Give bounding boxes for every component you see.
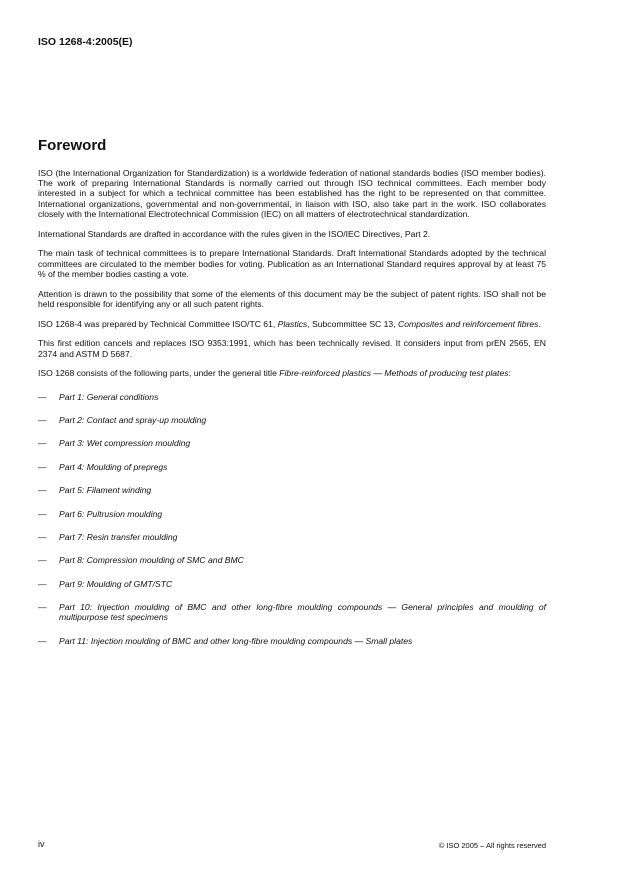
dash: —: [38, 485, 47, 496]
list-item: [38, 392, 546, 402]
part-title: Part 6: Pultrusion moulding: [59, 508, 163, 519]
part-title: Part 5: Filament winding: [59, 485, 152, 496]
dash: —: [38, 508, 47, 519]
dash: —: [38, 531, 47, 542]
dash: —: [38, 461, 47, 472]
list-item: [38, 438, 546, 448]
part-title: Part 3: Wet compression moulding: [59, 438, 191, 449]
list-item: [38, 509, 546, 519]
colon: :: [508, 368, 511, 379]
paragraph-parts-intro: [38, 368, 546, 378]
page-title: Foreword: [38, 137, 107, 154]
part-title: Part 1: General conditions: [59, 391, 159, 402]
part-title: Part 7: Resin transfer moulding: [59, 531, 178, 542]
part-title: Part 10: Injection moulding of BMC and other long-fibre moulding compounds — General principles and moulding of multipurpose test specimens: [59, 602, 546, 623]
subcommittee-name: Composites and reinforcement fibres: [398, 318, 539, 329]
foreword-body: [38, 168, 546, 659]
list-item: [38, 579, 546, 589]
dash: —: [38, 415, 47, 425]
committee-name: Plastics: [277, 318, 308, 329]
paragraph-directives: International Standards are drafted in accordance with the rules given in the ISO/IEC Directives, Part 2.: [38, 228, 431, 239]
part-title: Part 11: Injection moulding of BMC and other long-fibre moulding compounds — Small plates: [59, 635, 413, 646]
part-title: Part 2: Contact and spray-up moulding: [59, 415, 207, 425]
list-item: [38, 636, 546, 646]
list-item: [38, 602, 546, 622]
period: .: [538, 318, 541, 329]
general-title: Fibre-reinforced plastics — Methods of producing test plates: [279, 368, 509, 379]
dash: —: [38, 635, 47, 646]
page-number: iv: [38, 839, 45, 849]
document-header: ISO 1268-4:2005(E): [38, 36, 133, 48]
paragraph-committees: The main task of technical committees is to prepare International Standards. Draft International Standards adopted by the technical committees are circulated to the member bodies for voting. Publication as an International Standard requires approval by at least 75 % of the member bodies casting a vote.: [38, 248, 546, 279]
parts-intro-text: ISO 1268 consists of the following parts, under the general title: [38, 368, 280, 379]
dash: —: [38, 391, 47, 402]
part-title: Part 9: Moulding of GMT/STC: [59, 578, 173, 589]
dash: —: [38, 438, 47, 449]
list-item: [38, 415, 546, 425]
list-item: [38, 555, 546, 565]
dash: —: [38, 602, 47, 613]
subcommittee-text: , Subcommittee SC 13,: [307, 318, 398, 329]
paragraph-prepared-by: [38, 319, 546, 329]
parts-list: [38, 392, 546, 646]
part-title: Part 4: Moulding of prepregs: [59, 461, 168, 472]
dash: —: [38, 555, 47, 566]
paragraph-iso-intro: ISO (the International Organization for Standardization) is a worldwide federation of national standards bodies (ISO member bodies). The work of preparing International Standards is normally carried out through ISO technical committees. Each member body interested in a subject for which a technical committee has been established has the right to be represented on that committee. International organizations, governmental and non-governmental, in liaison with ISO, also take part in the work. ISO collaborates closely with the International Electrotechnical Commission (IEC) on all matters of electrotechnical standardization.: [38, 168, 546, 219]
prepared-by-text: ISO 1268-4 was prepared by Technical Committee ISO/TC 61,: [38, 318, 278, 329]
dash: —: [38, 578, 47, 589]
paragraph-edition: This first edition cancels and replaces ISO 9353:1991, which has been technically revised. It considers input from prEN 2565, EN 2374 and ASTM D 5687.: [38, 338, 546, 359]
list-item: [38, 532, 546, 542]
list-item: [38, 485, 546, 495]
paragraph-patent: Attention is drawn to the possibility that some of the elements of this document may be the subject of patent rights. ISO shall not be held responsible for identifying any or all such patent rights.: [38, 288, 546, 309]
list-item: [38, 462, 546, 472]
part-title: Part 8: Compression moulding of SMC and BMC: [59, 555, 244, 566]
copyright-notice: © ISO 2005 – All rights reserved: [438, 841, 546, 850]
